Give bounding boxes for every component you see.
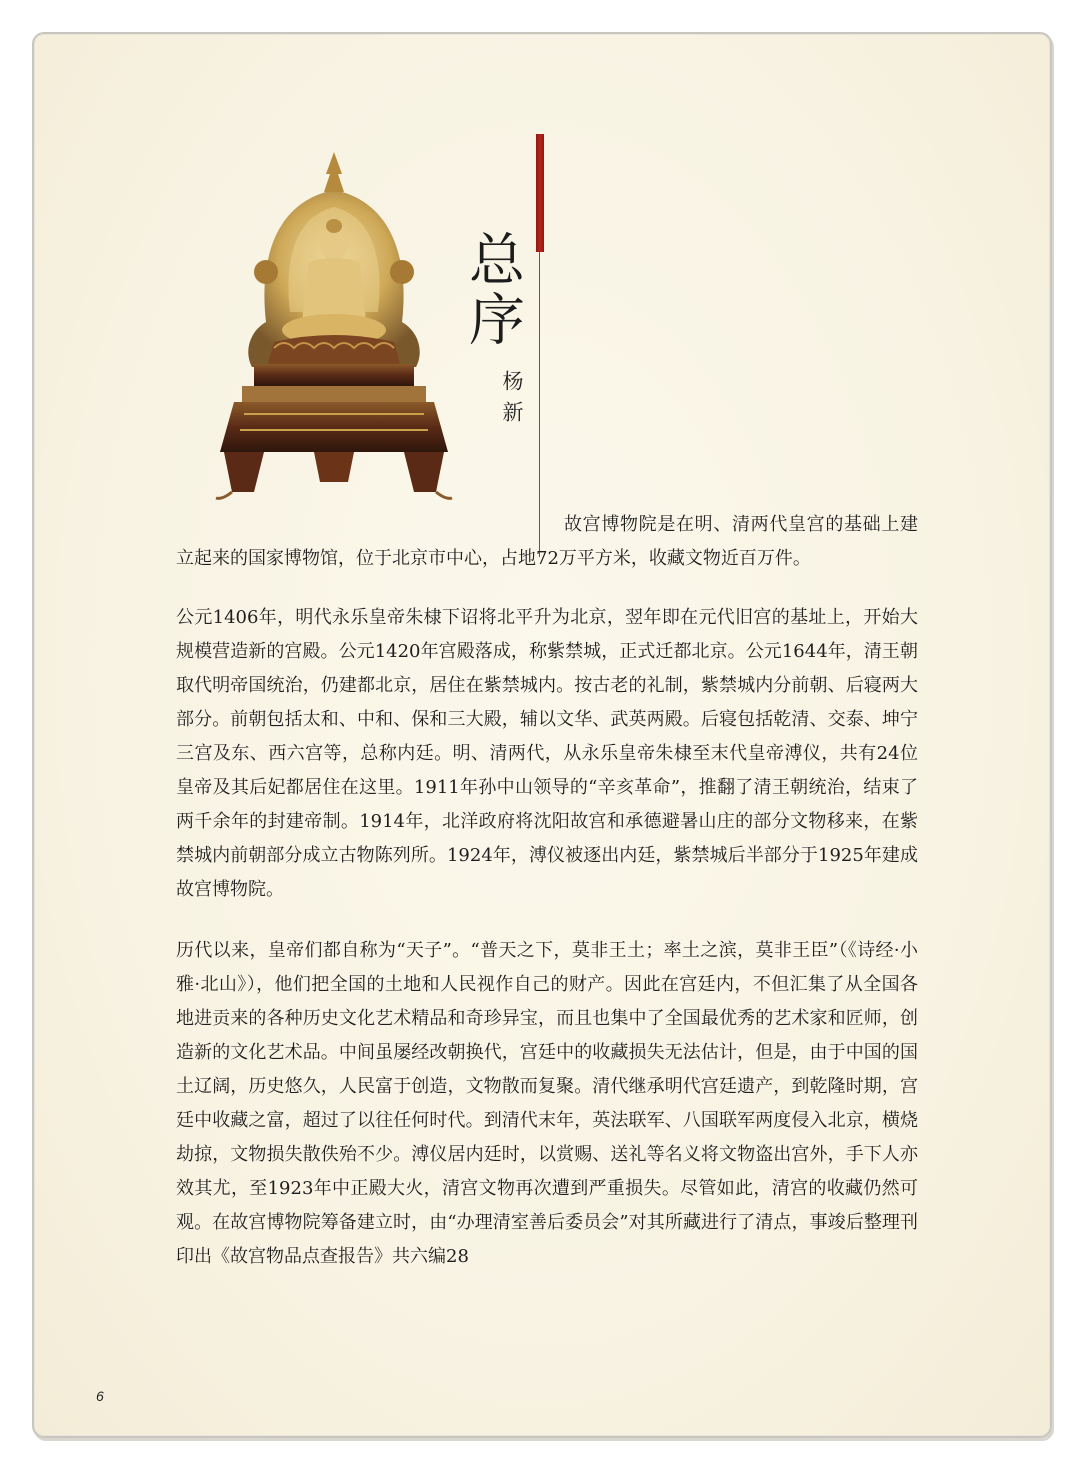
paragraph-3: 历代以来，皇帝们都自称为“天子”。“普天之下，莫非王土；率土之滨，莫非王臣”（《诗经·小雅·北山》），他们把全国的土地和人民视作自己的财产。因此在宫廷内，不但汇集了从全国各地进贡来的各种历史文化艺术精品和奇珍异宝，而且也集中了全国最优秀的艺术家和匠师，创造新的文化艺术品。中间虽屡经改朝换代，宫廷中的收藏损失无法估计，但是，由于中国的国土辽阔，历史悠久，人民富于创造，文物散而复聚。清代继承明代宫廷遗产，到乾隆时期，宫廷中收藏之富，超过了以往任何时代。到清代末年，英法联军、八国联军两度侵入北京，横烧劫掠，文物损失散佚殆不少。溥仪居内廷时，以赏赐、送礼等名义将文物盗出宫外，手下人亦效其尤，至1923年中正殿大火，清宫文物再次遭到严重损失。尽管如此，清宫的收藏仍然可观。在故宫博物院筹备建立时，由“办理清室善后委员会”对其所藏进行了清点，事竣后整理刊印出《故宫物品点查报告》共六编28 (176, 940, 918, 1267)
author-name: 杨新 (500, 370, 524, 432)
page-title: 总序 (460, 230, 525, 350)
book-page (32, 32, 1052, 1438)
page-number: 6 (96, 1388, 104, 1404)
paragraph-2: 公元1406年，明代永乐皇帝朱棣下诏将北平升为北京，翌年即在元代旧宫的基址上，开始大规模营造新的宫殿。公元1420年宫殿落成，称紫禁城，正式迁都北京。公元1644年，清王朝取代明帝国统治，仍建都北京，居住在紫禁城内。按古老的礼制，紫禁城内分前朝、后寝两大部分。前朝包括太和、中和、保和三大殿，辅以文华、武英两殿。后寝包括乾清、交泰、坤宁三宫及东、西六宫等，总称内廷。明、清两代，从永乐皇帝朱棣至末代皇帝溥仪，共有24位皇帝及其后妃都居住在这里。1911年孙中山领导的“辛亥革命”，推翻了清王朝统治，结束了两千余年的封建帝制。1914年，北洋政府将沈阳故宫和承德避暑山庄的部分文物移来，在紫禁城内前朝部分成立古物陈列所。1924年，溥仪被逐出内廷，紫禁城后半部分于1925年建成故宫博物院。 (176, 607, 918, 900)
paragraph-1: 故宫博物院是在明、清两代皇宫的基础上建立起来的国家博物馆，位于北京市中心，占地72万平方米，收藏文物近百万件。 (176, 514, 918, 569)
buddha-statue-image (204, 152, 464, 512)
red-accent-bar (536, 134, 544, 252)
